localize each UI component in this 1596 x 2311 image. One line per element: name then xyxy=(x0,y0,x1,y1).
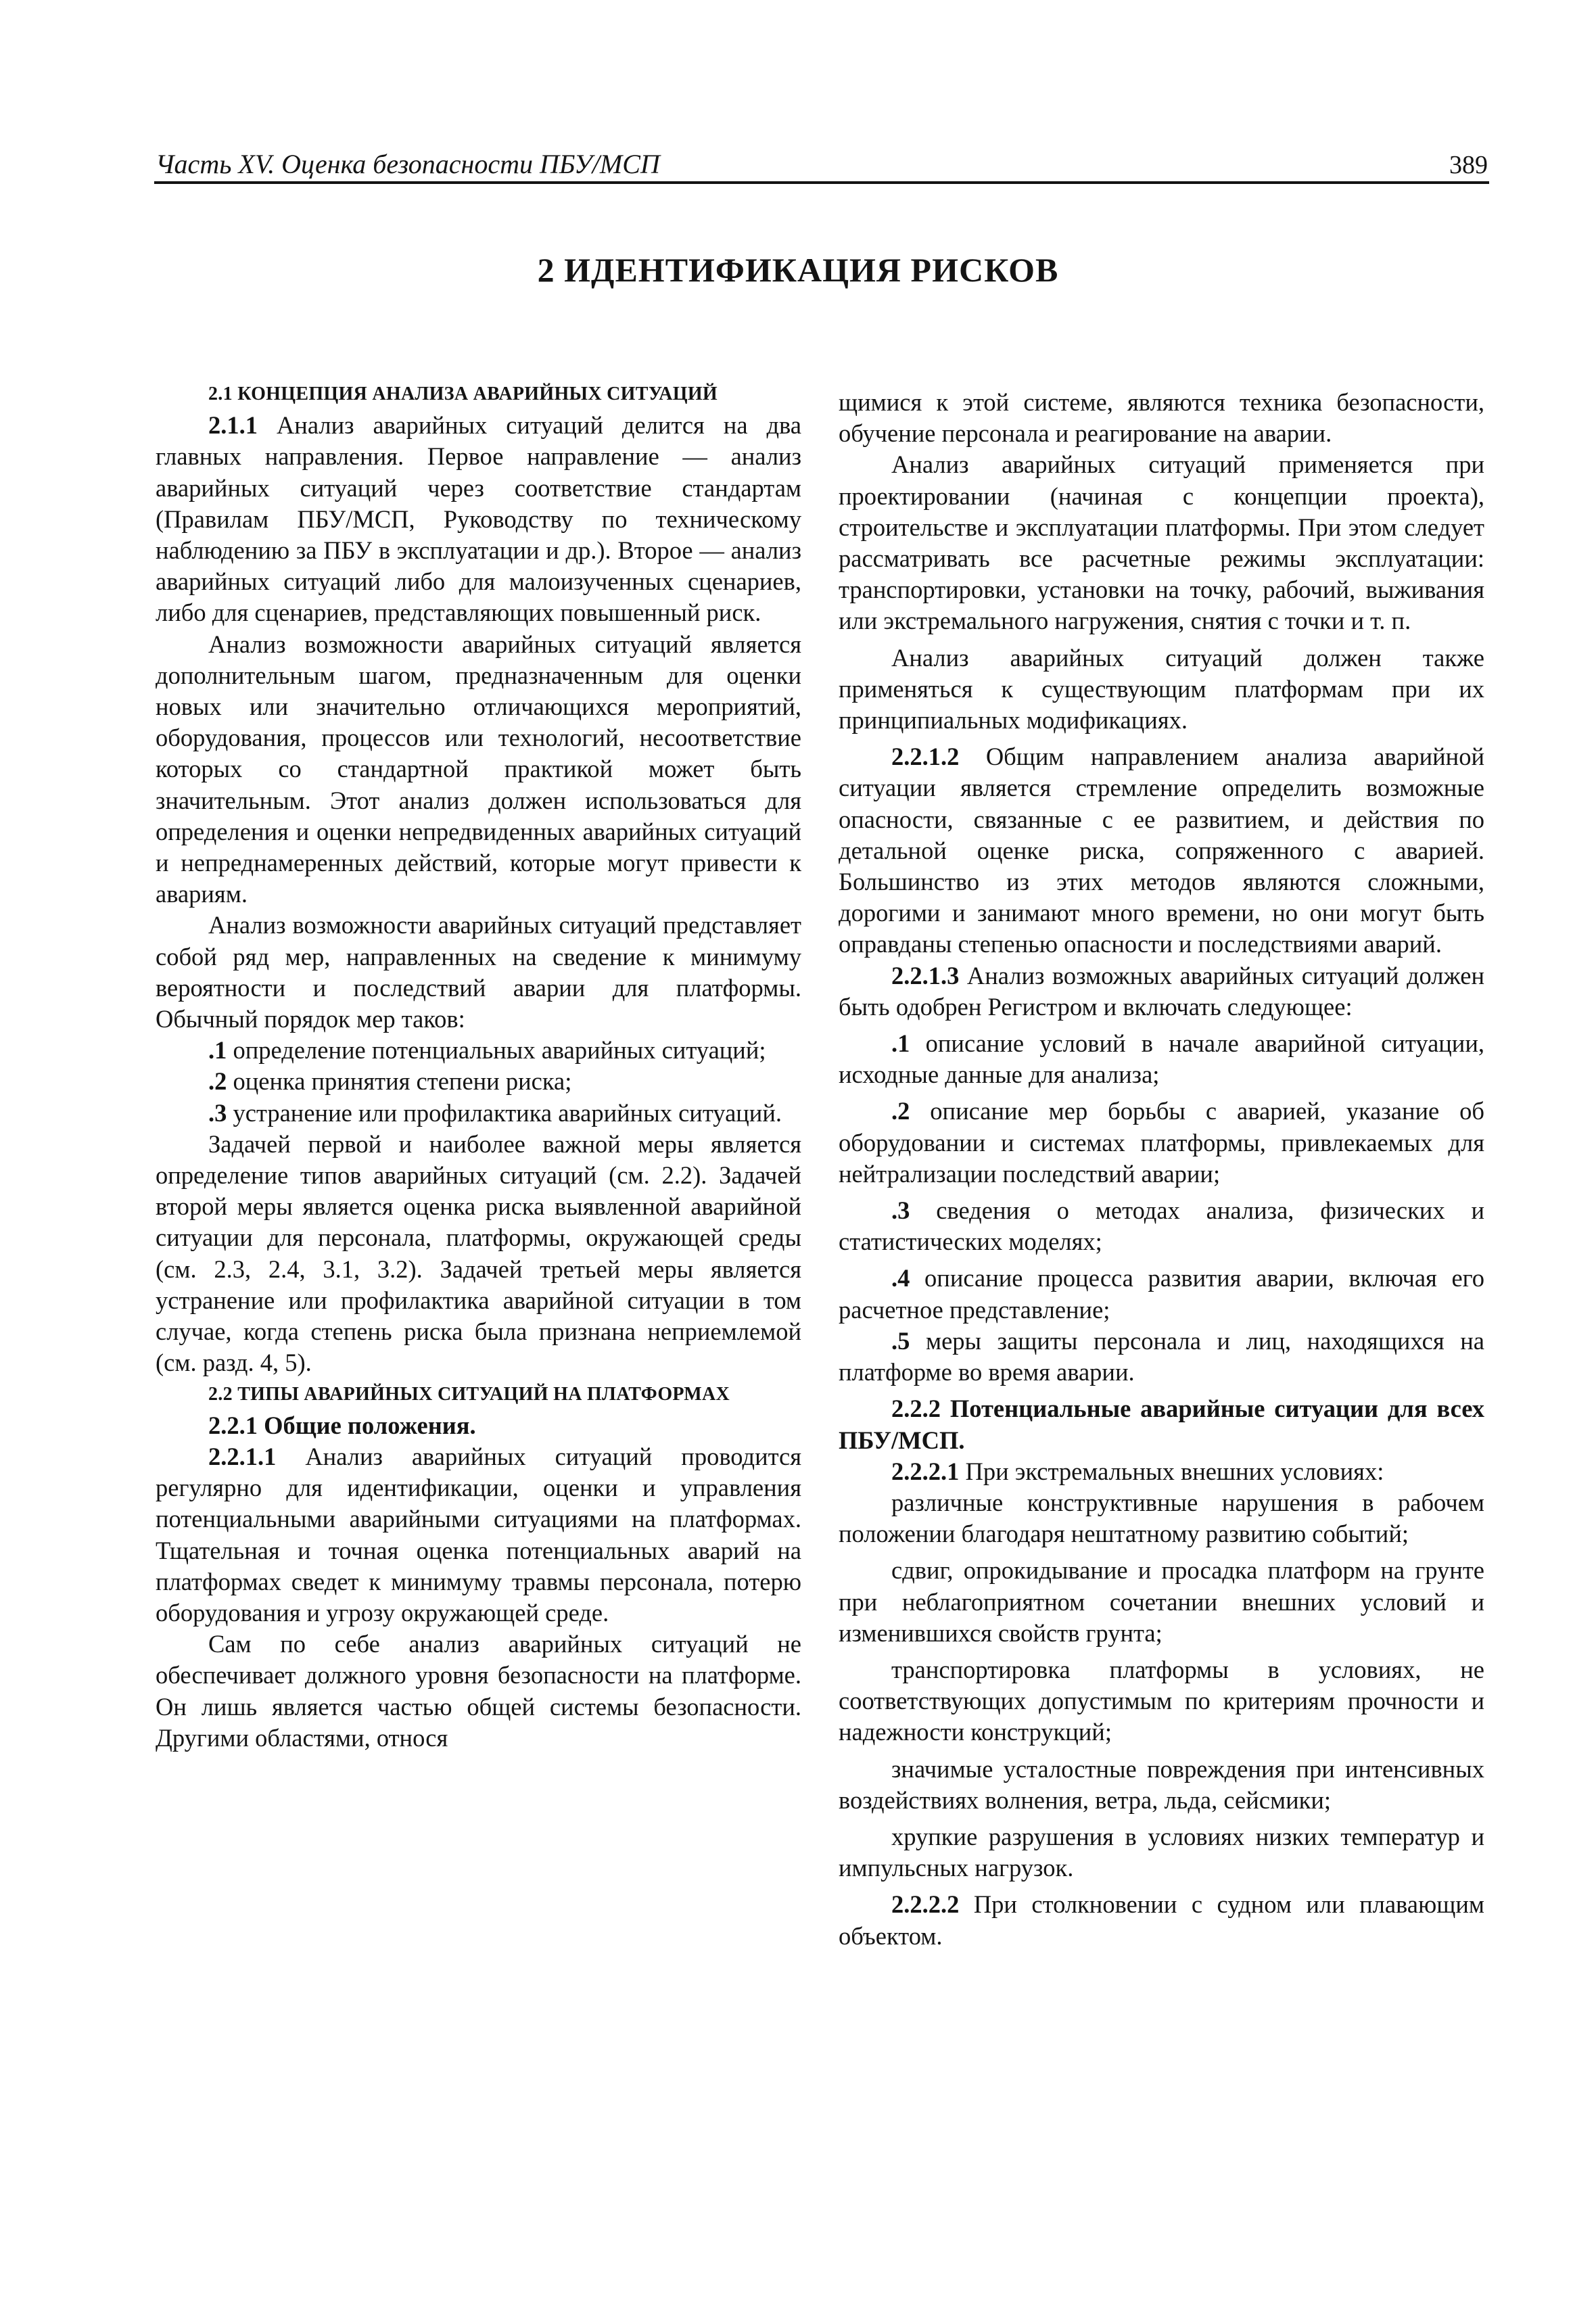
list-item xyxy=(839,1195,1484,1257)
paragraph: Анализ аварийных ситуаций применяется при проектировании (начиная с концепции проекта), строительстве и эксплуатации платформы. При этом следует рассматривать все расчетные режимы эксплуатации: транспортировки, установки на точку, рабочий, выживания или экстремального нагружения, снятия с точки и т. п. xyxy=(839,450,1484,635)
clause-number: 2.2.2.2 xyxy=(891,1890,960,1919)
list-item xyxy=(156,1035,801,1066)
paragraph: сдвиг, опрокидывание и просадка платформ на грунте при неблагоприятном сочетании внешних условий и изменившихся свойств грунта; xyxy=(839,1556,1484,1647)
list-item-text: описание мер борьбы с аварией, указание об оборудовании и системах платформы, привлекаемых для нейтрализации последствий аварии; xyxy=(839,1097,1484,1188)
paragraph: различные конструктивные нарушения в рабочем положении благодаря нештатному развитию событий; xyxy=(839,1488,1484,1548)
chapter-title: 2 ИДЕНТИФИКАЦИЯ РИСКОВ xyxy=(537,251,1059,289)
right-column xyxy=(839,387,1484,1952)
list-marker: .4 xyxy=(891,1264,910,1292)
paragraph-2-2-2-1 xyxy=(839,1456,1484,1487)
paragraph-text: При экстремальных внешних условиях: xyxy=(959,1457,1384,1485)
paragraph-text: Общим направлением анализа аварийной ситуации является стремление определить возможные опасности, связанные с ее развитием, и действия по детальной оценке риска, сопряженного с аварией. Большинство из этих методов являются сложными, дорогими и занимают много времени, но они могут быть оправданы степенью опасности и последствиями аварий. xyxy=(839,743,1484,958)
list-marker: .1 xyxy=(891,1029,910,1058)
list-marker: .1 xyxy=(208,1036,227,1065)
paragraph: Анализ возможности аварийных ситуаций является дополнительным шагом, предназначенным для оценки новых или значительно отличающихся мероприятий, оборудования, процессов или технологий, несоответствие которых со стандартной практикой может быть значительным. Этот анализ должен использоваться для определения и оценки непредвиденных аварийных ситуаций и непреднамеренных действий, которые могут привести к авариям. xyxy=(156,630,801,908)
section-heading-2-2: 2.2 ТИПЫ АВАРИЙНЫХ СИТУАЦИЙ НА ПЛАТФОРМАХ xyxy=(208,1383,730,1405)
list-item-text: меры защиты персонала и лиц, находящихся на платформе во время аварии. xyxy=(839,1326,1484,1386)
list-marker: .5 xyxy=(891,1326,910,1355)
list-item-text: оценка принятия степени риска; xyxy=(227,1067,572,1096)
list-item-text: описание условий в начале аварийной ситуации, исходные данные для анализа; xyxy=(839,1029,1484,1089)
paragraph: Анализ возможности аварийных ситуаций представляет собой ряд мер, направленных на сведение к минимуму вероятности и последствий аварии для платформы. Обычный порядок мер таков: xyxy=(156,911,801,1033)
paragraph: транспортировка платформы в условиях, не соответствующих допустимым по критериям прочности и надежности конструкций; xyxy=(839,1655,1484,1746)
list-item xyxy=(839,1096,1484,1190)
running-title: Часть XV. Оценка безопасности ПБУ/МСП xyxy=(156,149,660,179)
clause-number: 2.2.2.1 xyxy=(891,1457,960,1485)
paragraph-text: При столкновении с судном или плавающим объектом. xyxy=(839,1890,1484,1950)
subsection-heading-2-2-2: 2.2.2 Потенциальные аварийные ситуации для всех ПБУ/МСП. xyxy=(839,1395,1484,1454)
running-header xyxy=(156,135,1488,183)
paragraph-2-2-1-3 xyxy=(839,960,1484,1023)
page-number: 389 xyxy=(1449,151,1488,179)
paragraph: хрупкие разрушения в условиях низких температур и импульсных нагрузок. xyxy=(839,1822,1484,1882)
paragraph: Сам по себе анализ аварийных ситуаций не обеспечивает должного уровня безопасности на платформе. Он лишь является частью общей системы безопасности. Другими областями, относя xyxy=(156,1630,801,1752)
list-item-text: устранение или профилактика аварийных ситуаций. xyxy=(227,1098,782,1127)
paragraph-2-2-1-1 xyxy=(156,1441,801,1629)
left-column xyxy=(156,379,801,1754)
list-marker: .3 xyxy=(208,1098,227,1127)
list-item-text: описание процесса развития аварии, включая его расчетное представление; xyxy=(839,1264,1484,1324)
paragraph-text: Анализ аварийных ситуаций делится на два главных направления. Первое направление — анализ аварийных ситуаций через соответствие стандартам (Правилам ПБУ/МСП, Руководству по техническому наблюдению за ПБУ в эксплуатации и др.). Второе — анализ аварийных ситуаций либо для малоизученных сценариев, либо для сценариев, представляющих повышенный риск. xyxy=(156,411,801,627)
list-marker: .3 xyxy=(891,1196,910,1225)
paragraph-2-2-2-2 xyxy=(839,1889,1484,1951)
list-item-text: сведения о методах анализа, физических и статистических моделях; xyxy=(839,1196,1484,1256)
paragraph: Задачей первой и наиболее важной меры является определение типов аварийных ситуаций (см. 2.2). Задачей второй меры является оценка риска выявленной аварийной ситуации для персонала, платформы, окружающей среды (см. 2.3, 2.4, 3.1, 3.2). Задачей третьей меры является устранение или профилактика аварийной ситуации в том случае, когда степень риска была признана неприемлемой (см. разд. 4, 5). xyxy=(156,1129,801,1377)
clause-number: 2.2.1.2 xyxy=(891,743,960,771)
paragraph-2-1-1 xyxy=(156,410,801,628)
list-marker: .2 xyxy=(891,1097,910,1125)
paragraph-continued: щимися к этой системе, являются техника безопасности, обучение персонала и реагирование на аварии. xyxy=(839,388,1484,448)
list-item-text: определение потенциальных аварийных ситуаций; xyxy=(227,1036,766,1065)
list-item xyxy=(839,1028,1484,1090)
clause-number: 2.2.1.3 xyxy=(891,961,960,989)
list-item xyxy=(839,1326,1484,1388)
list-item xyxy=(156,1098,801,1129)
paragraph-text: Анализ возможных аварийных ситуаций должен быть одобрен Регистром и включать следующее: xyxy=(839,961,1484,1021)
section-heading-2-1: 2.1 КОНЦЕПЦИЯ АНАЛИЗА АВАРИЙНЫХ СИТУАЦИЙ xyxy=(208,383,718,404)
paragraph-text: Анализ аварийных ситуаций проводится регулярно для идентификации, оценки и управления потенциальными аварийными ситуациями на платформах. Тщательная и точная оценка потенциальных аварий на платформах сведет к минимуму травмы персонала, потерю оборудования и угрозу окружающей среде. xyxy=(156,1442,801,1627)
list-item xyxy=(839,1263,1484,1325)
header-rule xyxy=(154,181,1489,184)
paragraph: значимые усталостные повреждения при интенсивных воздействиях волнения, ветра, льда, сейсмики; xyxy=(839,1754,1484,1814)
list-marker: .2 xyxy=(208,1067,227,1096)
clause-number: 2.1.1 xyxy=(208,411,258,440)
paragraph-2-2-1-2 xyxy=(839,741,1484,960)
paragraph: Анализ аварийных ситуаций должен также применяться к существующим платформам при их принципиальных модификациях. xyxy=(839,643,1484,734)
list-item xyxy=(156,1066,801,1097)
clause-number: 2.2.1.1 xyxy=(208,1442,277,1470)
subsection-heading-2-2-1: 2.2.1 Общие положения. xyxy=(208,1411,476,1439)
